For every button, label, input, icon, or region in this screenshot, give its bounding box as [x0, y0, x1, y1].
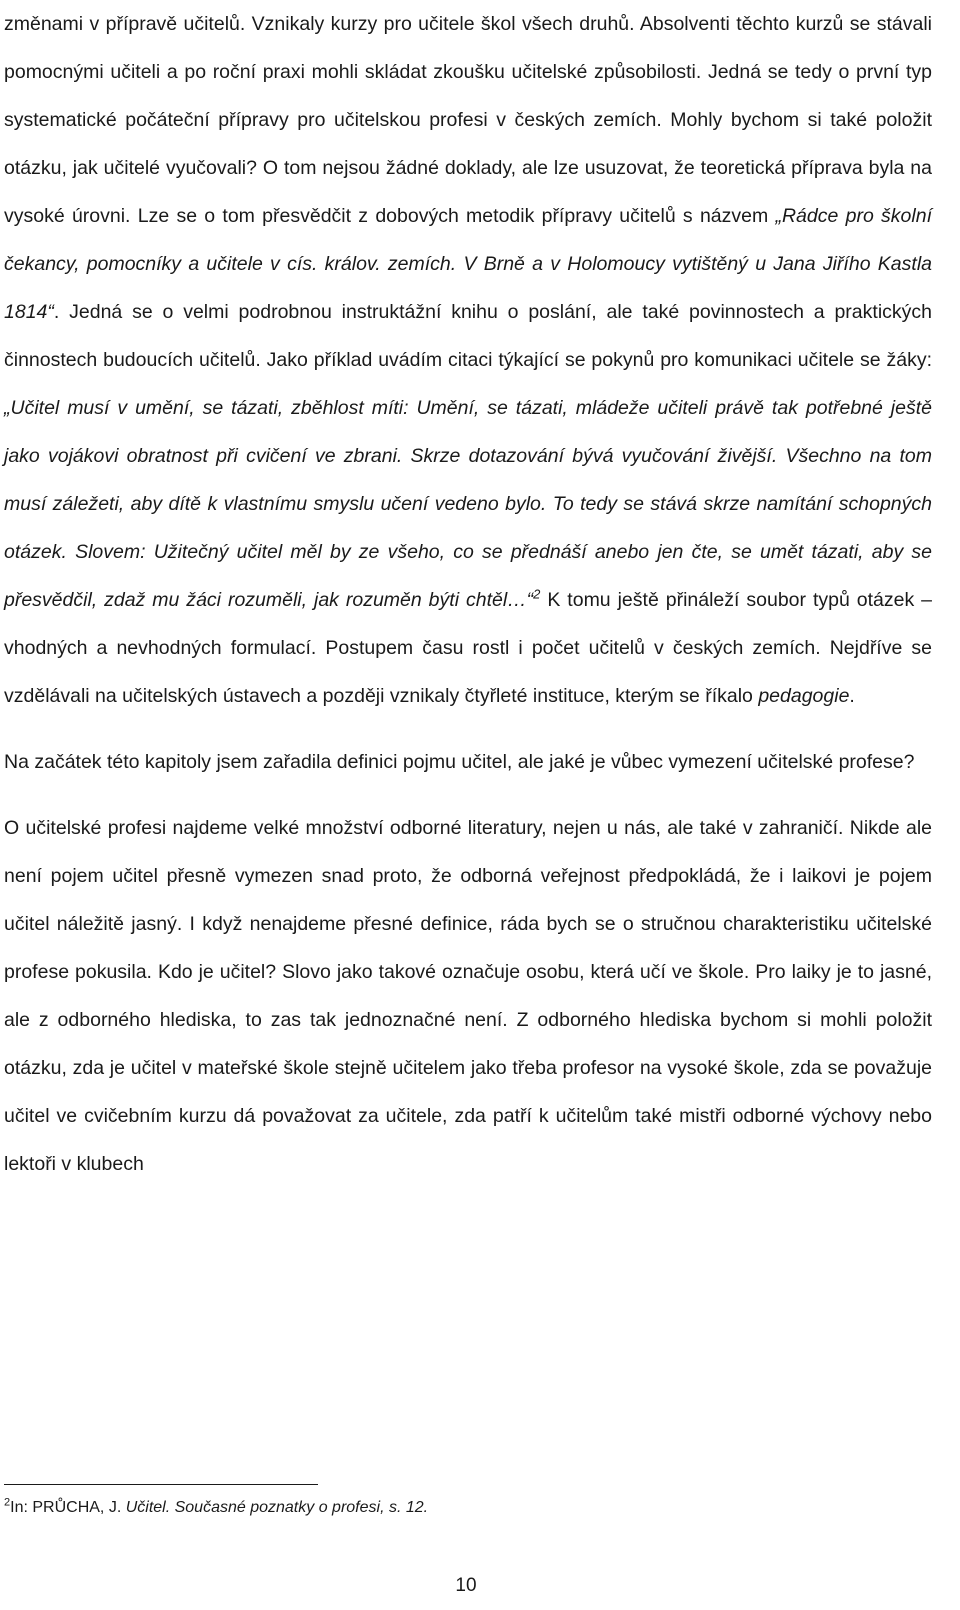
document-page: [4, 0, 932, 1188]
paragraph-1-text-c: . Jedná se o velmi podrobnou instruktážní knihu o poslání, ale také povinnostech a praktických činnostech budoucích učitelů. Jako příklad uvádím citaci týkající se pokynů pro komunikaci učitele se žáky:: [4, 301, 932, 371]
paragraph-2: Na začátek této kapitoly jsem zařadila definici pojmu učitel, ale jaké je vůbec vymezení učitelské profese?: [4, 751, 915, 773]
page-number: 10: [455, 1575, 477, 1596]
footnote-prefix: In: PRŮCHA, J.: [10, 1499, 126, 1516]
footnote: [4, 1496, 924, 1520]
footnote-separator: [4, 1484, 318, 1485]
footnote-number: 2: [4, 1496, 11, 1509]
footnote-reference[interactable]: 2: [533, 586, 541, 602]
book-title-quote: „Rádce pro školní čekancy, pomocníky a učitele v cís. králov. zemích. V Brně a v Holomoucy vytištěný u Jana Jiřího Kastla 1814“: [4, 205, 932, 323]
footnote-title: Učitel. Současné poznatky o profesi, s. 12.: [125, 1499, 429, 1516]
teacher-instruction-quote: „Učitel musí v umění, se tázati, zběhlost míti: Umění, se tázati, mládeže učiteli právě tak potřebné ještě jako vojákovi obratnost při cvičení ve zbrani. Skrze dotazování bývá vyučování živější. Všechno na tom musí záležeti, aby dítě k vlastnímu smyslu učení vedeno bylo. To tedy se stává skrze namítání schopných otázek. Slovem: Užitečný učitel měl by ze všeho, co se přednáší anebo jen čte, se umět tázati, aby se přesvědčil, zdaž mu žáci rozuměli, jak rozuměn býti chtěl…“: [4, 397, 932, 611]
pedagogie-term: pedagogie: [758, 685, 850, 707]
paragraph-1-text-a: změnami v přípravě učitelů. Vznikaly kurzy pro učitele škol všech druhů. Absolventi těchto kurzů se stávali pomocnými učiteli a po roční praxi mohli skládat zkoušku učitelské způsobilosti. Jedná se tedy o první typ systematické počáteční přípravy pro učitelskou profesi v českých zemích. Mohly bychom si také položit otázku, jak učitelé vyučovali? O tom nejsou žádné doklady, ale lze usuzovat, že teoretická příprava byla na vysoké úrovni. Lze se o tom přesvědčit z dobových metodik přípravy učitelů s názvem: [4, 13, 932, 227]
paragraph-3: O učitelské profesi najdeme velké množství odborné literatury, nejen u nás, ale také v zahraničí. Nikde ale není pojem učitel přesně vymezen snad proto, že odborná veřejnost předpokládá, že i laikovi je pojem učitel náležitě jasný. I když nenajdeme přesné definice, ráda bych se o stručnou charakteristiku učitelské profese pokusila. Kdo je učitel? Slovo jako takové označuje osobu, která učí ve škole. Pro laiky je to jasné, ale z odborného hlediska, to zas tak jednoznačné není. Z odborného hlediska bychom si mohli položit otázku, zda je učitel v mateřské škole stejně učitelem jako třeba profesor na vysoké škole, zda se považuje učitel ve cvičebním kurzu dá považovat za učitele, zda patří k učitelům také mistři odborné výchovy nebo lektoři v klubech: [4, 817, 932, 1175]
paragraph-1-text-g: .: [849, 685, 855, 707]
paragraph-1-text-e: K tomu ještě přináleží soubor typů otázek – vhodných a nevhodných formulací. Postupem času rostl i počet učitelů v českých zemích. Nejdříve se vzdělávali na učitelských ústavech a později vznikaly čtyřleté instituce, kterým se říkalo: [4, 589, 933, 707]
paragraph-1: [4, 0, 932, 720]
